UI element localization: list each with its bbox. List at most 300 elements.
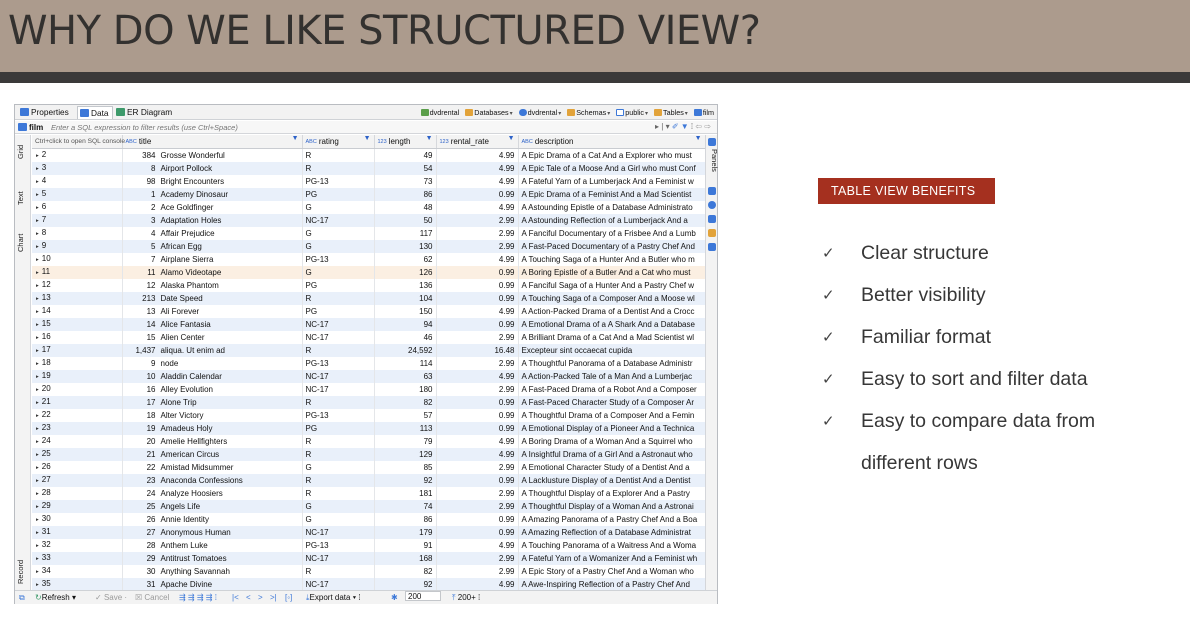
cell-rating[interactable]: R (302, 487, 374, 500)
sql-console-hint[interactable]: Ctrl+click to open SQL console (32, 135, 122, 148)
cell-rental-rate[interactable]: 0.99 (436, 188, 518, 201)
table-row[interactable] (32, 162, 705, 175)
cell-length[interactable]: 180 (374, 383, 436, 396)
tab-chart[interactable]: Chart (16, 233, 25, 253)
cell-rental-rate[interactable]: 0.99 (436, 396, 518, 409)
cell-length[interactable]: 57 (374, 409, 436, 422)
metadata-icon[interactable] (708, 243, 716, 251)
cell-description[interactable]: A Fast-Paced Documentary of a Pastry Chef And (518, 240, 705, 253)
expand-row-icon[interactable]: ▸ (36, 529, 39, 536)
table-row[interactable] (32, 526, 705, 539)
settings-icon[interactable]: ✱ (391, 593, 398, 602)
row-number[interactable]: ▸ 8 (32, 227, 122, 240)
expand-row-icon[interactable]: ▸ (36, 334, 39, 341)
cell-length[interactable]: 150 (374, 305, 436, 318)
cell-title[interactable]: 24 Analyze Hoosiers (122, 487, 302, 500)
row-number[interactable]: ▸ 27 (32, 474, 122, 487)
cell-rating[interactable]: G (302, 240, 374, 253)
previous-icon[interactable]: < (246, 593, 251, 602)
cell-title[interactable]: 26 Annie Identity (122, 513, 302, 526)
cell-rating[interactable]: R (302, 565, 374, 578)
expand-row-icon[interactable]: ▸ (36, 438, 39, 445)
cell-rental-rate[interactable]: 4.99 (436, 435, 518, 448)
cell-description[interactable]: A Lacklusture Display of a Dentist And a Dentist (518, 474, 705, 487)
cell-title[interactable]: 23 Anaconda Confessions (122, 474, 302, 487)
cell-rental-rate[interactable]: 4.99 (436, 175, 518, 188)
cell-description[interactable]: A Brilliant Drama of a Cat And a Mad Scientist wl (518, 331, 705, 344)
tab-data[interactable] (77, 106, 113, 119)
tab-er-diagram[interactable] (114, 106, 175, 119)
cell-title[interactable]: 22 Amistad Midsummer (122, 461, 302, 474)
cell-title[interactable]: 27 Anonymous Human (122, 526, 302, 539)
table-row[interactable] (32, 148, 705, 162)
cell-length[interactable]: 117 (374, 227, 436, 240)
cell-description[interactable]: A Touching Saga of a Composer And a Moose wl (518, 292, 705, 305)
row-number[interactable]: ▸ 33 (32, 552, 122, 565)
cell-description[interactable]: A Action-Packed Drama of a Dentist And a Crocc (518, 305, 705, 318)
table-row[interactable] (32, 188, 705, 201)
cell-length[interactable]: 79 (374, 435, 436, 448)
cell-title[interactable]: 8 Airport Pollock (122, 162, 302, 175)
row-number[interactable]: ▸ 7 (32, 214, 122, 227)
cell-rental-rate[interactable]: 4.99 (436, 539, 518, 552)
cell-length[interactable]: 92 (374, 578, 436, 591)
tab-properties[interactable] (18, 106, 72, 119)
next-icon[interactable]: > (258, 593, 263, 602)
cell-length[interactable]: 91 (374, 539, 436, 552)
expand-row-icon[interactable]: ▸ (36, 412, 39, 419)
row-number[interactable]: ▸ 15 (32, 318, 122, 331)
expand-row-icon[interactable]: ▸ (36, 503, 39, 510)
cell-title[interactable]: 21 American Circus (122, 448, 302, 461)
cell-length[interactable]: 179 (374, 526, 436, 539)
table-row[interactable] (32, 266, 705, 279)
cell-rating[interactable]: NC-17 (302, 552, 374, 565)
cell-rating[interactable]: NC-17 (302, 318, 374, 331)
column-header-rental-rate[interactable]: 123 rental_rate ▼ (436, 135, 518, 148)
cell-length[interactable]: 46 (374, 331, 436, 344)
breadcrumb-table[interactable]: film (694, 108, 714, 117)
breadcrumb-connection[interactable]: dvdrental (421, 108, 460, 117)
cell-length[interactable]: 130 (374, 240, 436, 253)
table-row[interactable] (32, 240, 705, 253)
breadcrumb-schema[interactable]: public▾ (616, 108, 648, 117)
cell-rental-rate[interactable]: 4.99 (436, 448, 518, 461)
cell-title[interactable]: 1 Academy Dinosaur (122, 188, 302, 201)
cell-rental-rate[interactable]: 2.99 (436, 487, 518, 500)
row-number[interactable]: ▸ 11 (32, 266, 122, 279)
cell-rental-rate[interactable]: 4.99 (436, 148, 518, 162)
cell-rating[interactable]: G (302, 513, 374, 526)
cell-description[interactable]: A Fanciful Saga of a Hunter And a Pastry Chef w (518, 279, 705, 292)
cell-description[interactable]: A Fast-Paced Character Study of a Composer Ar (518, 396, 705, 409)
row-number[interactable]: ▸ 28 (32, 487, 122, 500)
expand-row-icon[interactable]: ▸ (36, 490, 39, 497)
cell-rating[interactable]: G (302, 227, 374, 240)
cell-title[interactable]: 10 Aladdin Calendar (122, 370, 302, 383)
row-number[interactable]: ▸ 30 (32, 513, 122, 526)
cell-description[interactable]: A Thoughtful Display of a Woman And a Astronai (518, 500, 705, 513)
cell-description[interactable]: A Emotional Character Study of a Dentist And a (518, 461, 705, 474)
cell-title[interactable]: 5 African Egg (122, 240, 302, 253)
new-console-icon[interactable]: ⧉ (19, 593, 25, 602)
cell-length[interactable]: 168 (374, 552, 436, 565)
fetch-all-icon[interactable]: [◦] (285, 593, 293, 602)
cell-rental-rate[interactable]: 4.99 (436, 201, 518, 214)
cell-length[interactable]: 49 (374, 148, 436, 162)
cell-rating[interactable]: NC-17 (302, 578, 374, 591)
cell-rating[interactable]: PG-13 (302, 409, 374, 422)
filter-icon[interactable]: ▼ (680, 122, 689, 131)
expand-row-icon[interactable]: ▸ (36, 269, 39, 276)
cell-length[interactable]: 113 (374, 422, 436, 435)
cell-title[interactable]: 25 Angels Life (122, 500, 302, 513)
cell-title[interactable]: 17 Alone Trip (122, 396, 302, 409)
expand-row-icon[interactable]: ▸ (36, 308, 39, 315)
row-number[interactable]: ▸ 32 (32, 539, 122, 552)
cell-description[interactable]: Excepteur sint occaecat cupida (518, 344, 705, 357)
cell-rating[interactable]: PG-13 (302, 539, 374, 552)
cell-rental-rate[interactable]: 4.99 (436, 162, 518, 175)
cell-description[interactable]: A Amazing Reflection of a Database Administrat (518, 526, 705, 539)
row-number[interactable]: ▸ 21 (32, 396, 122, 409)
expand-row-icon[interactable]: ▸ (36, 386, 39, 393)
cell-rental-rate[interactable]: 2.99 (436, 331, 518, 344)
cell-description[interactable]: A Astounding Epistle of a Database Administrato (518, 201, 705, 214)
cell-rating[interactable]: NC-17 (302, 370, 374, 383)
cell-length[interactable]: 50 (374, 214, 436, 227)
cell-length[interactable]: 48 (374, 201, 436, 214)
cell-title[interactable]: 28 Anthem Luke (122, 539, 302, 552)
table-row[interactable] (32, 552, 705, 565)
cell-rating[interactable]: R (302, 292, 374, 305)
cell-description[interactable]: A Awe-Inspiring Reflection of a Pastry Chef And (518, 578, 705, 591)
cell-title[interactable]: 1,437 aliqua. Ut enim ad (122, 344, 302, 357)
expand-row-icon[interactable]: ▸ (36, 555, 39, 562)
breadcrumb-schemas[interactable]: Schemas▾ (567, 108, 610, 117)
cell-rental-rate[interactable]: 0.99 (436, 279, 518, 292)
cell-description[interactable]: A Epic Drama of a Feminist And a Mad Scientist (518, 188, 705, 201)
forward-arrow-icon[interactable]: ⇨ (704, 122, 711, 131)
cell-rental-rate[interactable]: 4.99 (436, 370, 518, 383)
table-row[interactable] (32, 500, 705, 513)
row-number[interactable]: ▸ 10 (32, 253, 122, 266)
cell-length[interactable]: 94 (374, 318, 436, 331)
cell-rating[interactable]: G (302, 266, 374, 279)
cell-title[interactable]: 15 Alien Center (122, 331, 302, 344)
row-number[interactable]: ▸ 3 (32, 162, 122, 175)
row-number[interactable]: ▸ 26 (32, 461, 122, 474)
column-header-description[interactable]: ABC description ▼ (518, 135, 705, 148)
sort-icon[interactable]: ▼ (363, 135, 371, 142)
tab-panels[interactable]: Panels (710, 148, 719, 172)
cell-title[interactable]: 4 Affair Prejudice (122, 227, 302, 240)
cell-rating[interactable]: NC-17 (302, 214, 374, 227)
cell-description[interactable]: A Epic Drama of a Cat And a Explorer who must (518, 148, 705, 162)
cell-rental-rate[interactable]: 2.99 (436, 357, 518, 370)
cell-rental-rate[interactable]: 2.99 (436, 240, 518, 253)
table-row[interactable] (32, 357, 705, 370)
cell-length[interactable]: 126 (374, 266, 436, 279)
row-number[interactable]: ▸ 34 (32, 565, 122, 578)
row-number[interactable]: ▸ 23 (32, 422, 122, 435)
row-number[interactable]: ▸ 17 (32, 344, 122, 357)
cell-title[interactable]: 98 Bright Encounters (122, 175, 302, 188)
cell-title[interactable]: 29 Antitrust Tomatoes (122, 552, 302, 565)
cell-rating[interactable]: PG-13 (302, 253, 374, 266)
expand-row-icon[interactable]: ▸ (36, 360, 39, 367)
cell-length[interactable]: 82 (374, 396, 436, 409)
cell-description[interactable]: A Emotional Drama of a A Shark And a Database (518, 318, 705, 331)
expand-row-icon[interactable]: ▸ (36, 152, 39, 159)
expand-row-icon[interactable]: ▸ (36, 347, 39, 354)
panel-icon[interactable] (708, 138, 716, 146)
tab-record[interactable]: Record (16, 559, 25, 585)
cell-title[interactable]: 384 Grosse Wonderful (122, 148, 302, 162)
cell-rating[interactable]: G (302, 461, 374, 474)
reference-icon[interactable] (708, 201, 716, 209)
cell-rating[interactable]: G (302, 201, 374, 214)
cell-rating[interactable]: R (302, 474, 374, 487)
refresh-button[interactable]: ↻Refresh ▾ (35, 593, 76, 602)
cell-description[interactable]: A Touching Saga of a Hunter And a Butler who m (518, 253, 705, 266)
cell-rating[interactable]: PG (302, 279, 374, 292)
cell-description[interactable]: A Boring Drama of a Woman And a Squirrel who (518, 435, 705, 448)
table-row[interactable] (32, 383, 705, 396)
cell-description[interactable]: A Emotional Display of a Pioneer And a Technica (518, 422, 705, 435)
cell-title[interactable]: 19 Amadeus Holy (122, 422, 302, 435)
cell-rating[interactable]: PG (302, 188, 374, 201)
tab-text[interactable]: Text (16, 191, 25, 205)
cell-title[interactable]: 20 Amelie Hellfighters (122, 435, 302, 448)
sort-icon[interactable]: ▼ (507, 135, 515, 142)
table-row[interactable] (32, 214, 705, 227)
cell-title[interactable]: 2 Ace Goldfinger (122, 201, 302, 214)
cell-length[interactable]: 74 (374, 500, 436, 513)
column-header-title[interactable]: ABC title ▼ (122, 135, 302, 148)
cell-length[interactable]: 86 (374, 188, 436, 201)
row-number[interactable]: ▸ 6 (32, 201, 122, 214)
row-number[interactable]: ▸ 2 (32, 148, 122, 162)
cell-length[interactable]: 54 (374, 162, 436, 175)
expand-row-icon[interactable]: ▸ (36, 191, 39, 198)
cell-rental-rate[interactable]: 2.99 (436, 227, 518, 240)
expand-row-icon[interactable]: ▸ (36, 178, 39, 185)
cell-length[interactable]: 104 (374, 292, 436, 305)
cell-rental-rate[interactable]: 0.99 (436, 513, 518, 526)
row-number[interactable]: ▸ 29 (32, 500, 122, 513)
table-row[interactable] (32, 448, 705, 461)
expand-row-icon[interactable]: ▸ (36, 451, 39, 458)
cell-rental-rate[interactable]: 4.99 (436, 253, 518, 266)
cell-rating[interactable]: PG-13 (302, 175, 374, 188)
table-row[interactable] (32, 422, 705, 435)
table-row[interactable] (32, 175, 705, 188)
cell-rating[interactable]: NC-17 (302, 331, 374, 344)
cell-description[interactable]: A Insightful Drama of a Girl And a Astronaut who (518, 448, 705, 461)
table-row[interactable] (32, 318, 705, 331)
back-arrow-icon[interactable]: ⇦ (695, 122, 703, 131)
cell-title[interactable]: 14 Alice Fantasia (122, 318, 302, 331)
cell-rental-rate[interactable]: 4.99 (436, 305, 518, 318)
cell-title[interactable]: 30 Anything Savannah (122, 565, 302, 578)
cell-rental-rate[interactable]: 0.99 (436, 422, 518, 435)
cell-description[interactable]: A Amazing Panorama of a Pastry Chef And a Boa (518, 513, 705, 526)
column-header-rating[interactable]: ABC rating ▼ (302, 135, 374, 148)
tab-grid[interactable]: Grid (16, 144, 25, 160)
breadcrumb-database[interactable]: dvdrental▾ (519, 108, 562, 117)
cell-title[interactable]: 3 Adaptation Holes (122, 214, 302, 227)
calculator-icon[interactable] (708, 187, 716, 195)
cell-rental-rate[interactable]: 0.99 (436, 526, 518, 539)
expand-row-icon[interactable]: ▸ (36, 542, 39, 549)
row-number[interactable]: ▸ 4 (32, 175, 122, 188)
table-row[interactable] (32, 513, 705, 526)
cell-rental-rate[interactable]: 0.99 (436, 474, 518, 487)
breadcrumb-tables[interactable]: Tables▾ (654, 108, 688, 117)
expand-row-icon[interactable]: ▸ (36, 464, 39, 471)
cell-title[interactable]: 213 Date Speed (122, 292, 302, 305)
cell-description[interactable]: A Fateful Yarn of a Lumberjack And a Feminist w (518, 175, 705, 188)
cell-description[interactable]: A Astounding Reflection of a Lumberjack And a (518, 214, 705, 227)
grouping-icon[interactable] (708, 229, 716, 237)
cell-description[interactable]: A Thoughtful Display of a Explorer And a Pastry (518, 487, 705, 500)
table-row[interactable] (32, 565, 705, 578)
cell-rental-rate[interactable]: 4.99 (436, 578, 518, 591)
cell-length[interactable]: 73 (374, 175, 436, 188)
table-row[interactable] (32, 253, 705, 266)
cell-rental-rate[interactable]: 2.99 (436, 552, 518, 565)
cell-rating[interactable]: G (302, 500, 374, 513)
expand-row-icon[interactable]: ▸ (36, 256, 39, 263)
expand-row-icon[interactable]: ▸ (36, 568, 39, 575)
cell-rating[interactable]: R (302, 344, 374, 357)
cell-rental-rate[interactable]: 2.99 (436, 500, 518, 513)
cell-length[interactable]: 181 (374, 487, 436, 500)
cell-title[interactable]: 11 Alamo Videotape (122, 266, 302, 279)
cell-description[interactable]: A Fateful Yarn of a Womanizer And a Feminist wh (518, 552, 705, 565)
save-button[interactable]: ✓ Save · (95, 593, 128, 602)
cell-rating[interactable]: NC-17 (302, 526, 374, 539)
cell-description[interactable]: A Epic Story of a Pastry Chef And a Woman who (518, 565, 705, 578)
expand-row-icon[interactable]: ▸ (36, 282, 39, 289)
cell-length[interactable]: 24,592 (374, 344, 436, 357)
table-row[interactable] (32, 435, 705, 448)
cell-rating[interactable]: PG (302, 305, 374, 318)
cell-title[interactable]: 9 node (122, 357, 302, 370)
sort-icon[interactable]: ▼ (291, 135, 299, 142)
expand-row-icon[interactable]: ▸ (36, 516, 39, 523)
expand-row-icon[interactable]: ▸ (36, 399, 39, 406)
cell-rental-rate[interactable]: 2.99 (436, 214, 518, 227)
cell-rating[interactable]: R (302, 448, 374, 461)
cell-rental-rate[interactable]: 2.99 (436, 383, 518, 396)
cell-rental-rate[interactable]: 16.48 (436, 344, 518, 357)
table-row[interactable] (32, 201, 705, 214)
row-number[interactable]: ▸ 19 (32, 370, 122, 383)
table-row[interactable] (32, 331, 705, 344)
cell-length[interactable]: 86 (374, 513, 436, 526)
cell-rental-rate[interactable]: 0.99 (436, 318, 518, 331)
cell-rating[interactable]: R (302, 162, 374, 175)
fetch-size-field[interactable]: 200 (405, 591, 441, 604)
cell-description[interactable]: A Thoughtful Drama of a Composer And a Femin (518, 409, 705, 422)
cell-rental-rate[interactable]: 0.99 (436, 292, 518, 305)
row-number[interactable]: ▸ 20 (32, 383, 122, 396)
expand-row-icon[interactable]: ▸ (36, 230, 39, 237)
cell-description[interactable]: A Touching Panorama of a Waitress And a Woma (518, 539, 705, 552)
table-row[interactable] (32, 344, 705, 357)
table-row[interactable] (32, 474, 705, 487)
cell-title[interactable]: 18 Alter Victory (122, 409, 302, 422)
row-number[interactable]: ▸ 13 (32, 292, 122, 305)
cell-rating[interactable]: R (302, 396, 374, 409)
play-icon[interactable]: ▸ (655, 122, 660, 131)
table-row[interactable] (32, 409, 705, 422)
row-number[interactable]: ▸ 22 (32, 409, 122, 422)
cell-rental-rate[interactable]: 2.99 (436, 461, 518, 474)
row-number[interactable]: ▸ 18 (32, 357, 122, 370)
cell-description[interactable]: A Fanciful Documentary of a Frisbee And a Lumb (518, 227, 705, 240)
last-page-icon[interactable]: >| (270, 593, 277, 602)
cell-title[interactable]: 13 Ali Forever (122, 305, 302, 318)
cell-rating[interactable]: R (302, 435, 374, 448)
table-row[interactable] (32, 578, 705, 591)
table-row[interactable] (32, 396, 705, 409)
cell-length[interactable]: 82 (374, 565, 436, 578)
expand-row-icon[interactable]: ▸ (36, 165, 39, 172)
export-data-button[interactable]: ⤓Export data ▾ ⁞ (306, 593, 361, 602)
cell-title[interactable]: 7 Airplane Sierra (122, 253, 302, 266)
cell-length[interactable]: 85 (374, 461, 436, 474)
row-number[interactable]: ▸ 24 (32, 435, 122, 448)
cell-description[interactable]: A Thoughtful Panorama of a Database Administr (518, 357, 705, 370)
table-row[interactable] (32, 539, 705, 552)
table-row[interactable] (32, 370, 705, 383)
cell-title[interactable]: 12 Alaska Phantom (122, 279, 302, 292)
breadcrumb-databases[interactable]: Databases▾ (465, 108, 512, 117)
cell-length[interactable]: 92 (374, 474, 436, 487)
history-dropdown-icon[interactable]: ▾ (665, 122, 670, 131)
column-header-length[interactable]: 123 length ▼ (374, 135, 436, 148)
cancel-button[interactable]: ☒ Cancel (135, 593, 170, 602)
cell-description[interactable]: A Fast-Paced Drama of a Robot And a Composer (518, 383, 705, 396)
cell-title[interactable]: 16 Alley Evolution (122, 383, 302, 396)
cell-rating[interactable]: PG (302, 422, 374, 435)
columns-icon[interactable] (708, 215, 716, 223)
sort-icon[interactable]: ▼ (425, 135, 433, 142)
cell-rental-rate[interactable]: 2.99 (436, 565, 518, 578)
table-row[interactable] (32, 227, 705, 240)
cell-rating[interactable]: NC-17 (302, 383, 374, 396)
row-edit-icons[interactable]: ⇶ ⇶ ⇶ ⇶ ⁞ (179, 593, 217, 602)
row-number[interactable]: ▸ 31 (32, 526, 122, 539)
cell-rental-rate[interactable]: 0.99 (436, 409, 518, 422)
row-number[interactable]: ▸ 9 (32, 240, 122, 253)
expand-row-icon[interactable]: ▸ (36, 204, 39, 211)
cell-rating[interactable]: PG-13 (302, 357, 374, 370)
row-number[interactable]: ▸ 25 (32, 448, 122, 461)
table-row[interactable] (32, 279, 705, 292)
row-number[interactable]: ▸ 5 (32, 188, 122, 201)
cell-length[interactable]: 62 (374, 253, 436, 266)
table-row[interactable] (32, 461, 705, 474)
filter-input[interactable] (51, 122, 603, 133)
cell-length[interactable]: 136 (374, 279, 436, 292)
row-number[interactable]: ▸ 35 (32, 578, 122, 591)
table-row[interactable] (32, 305, 705, 318)
expand-row-icon[interactable]: ▸ (36, 425, 39, 432)
